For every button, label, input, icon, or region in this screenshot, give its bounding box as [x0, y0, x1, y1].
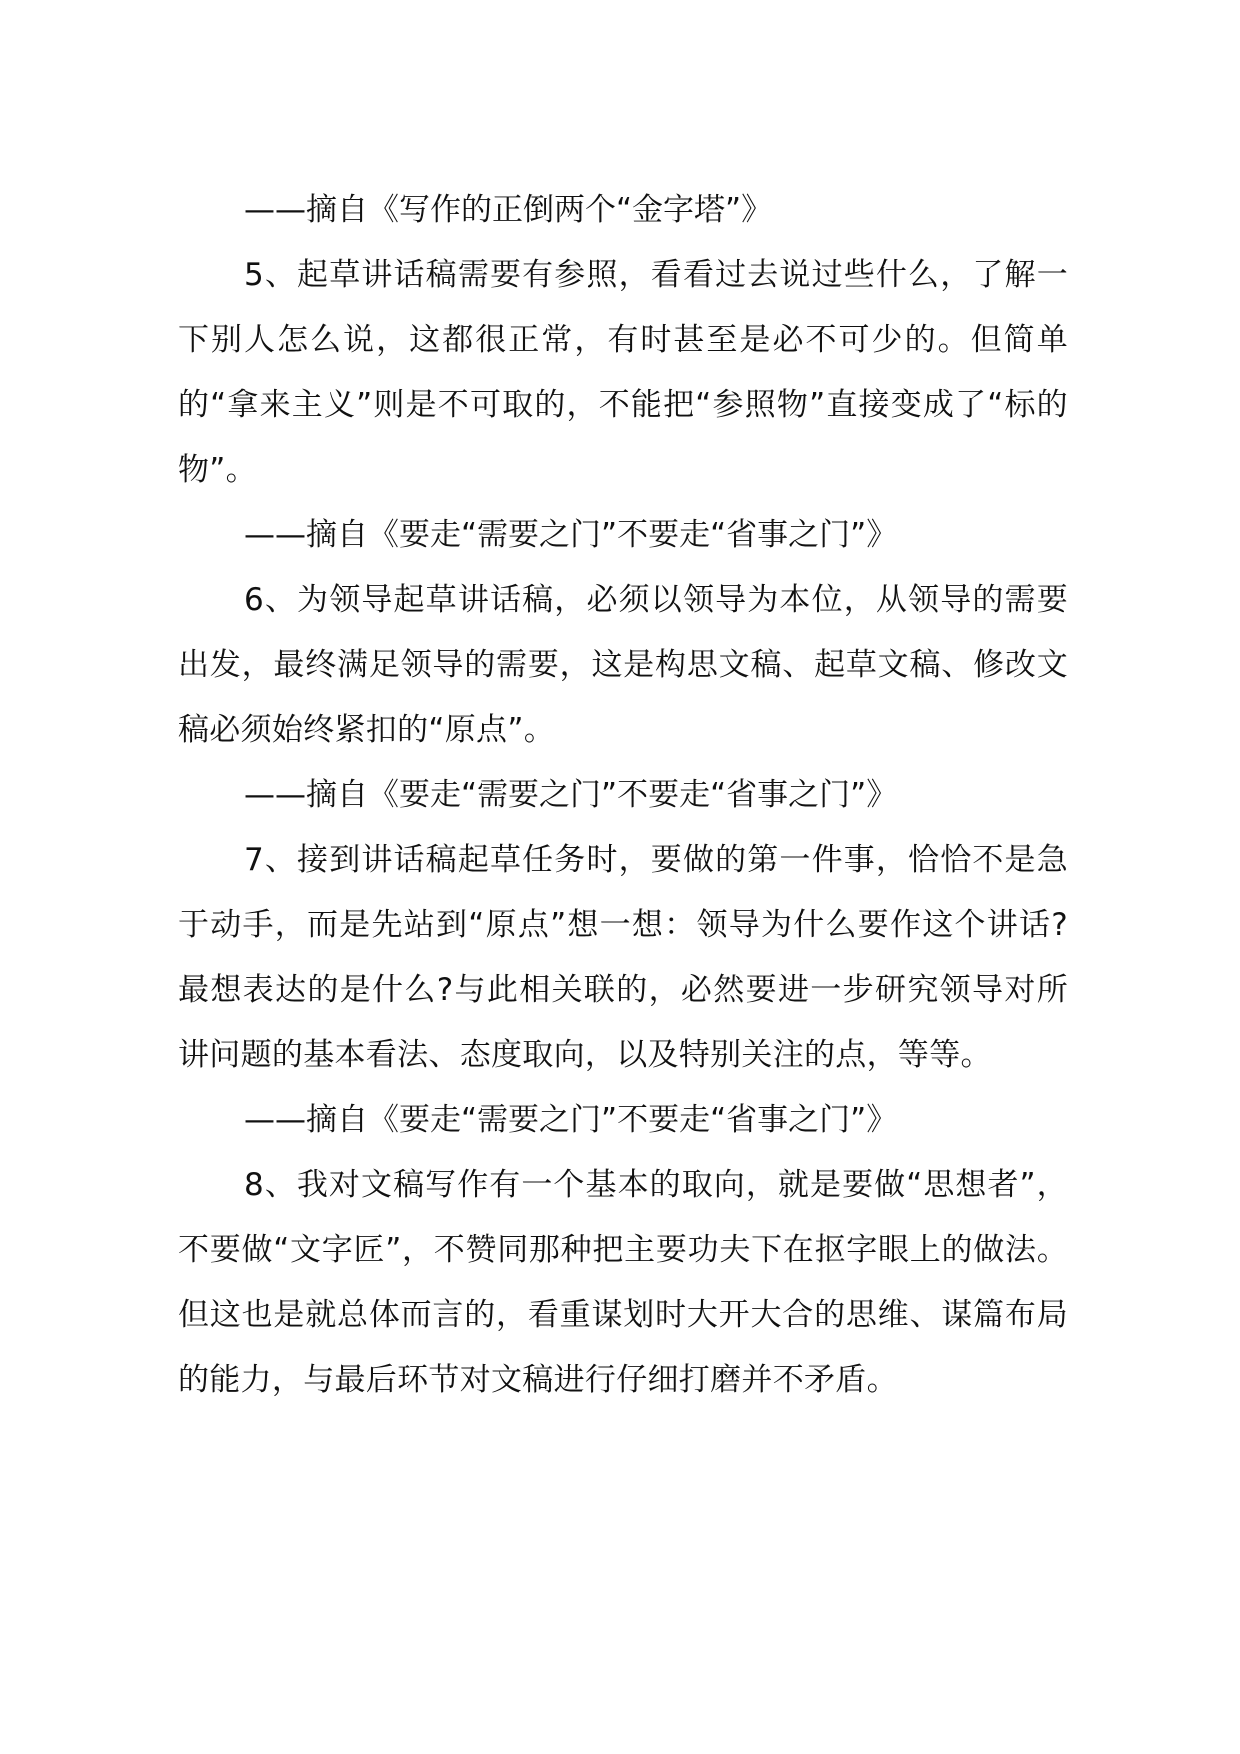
source-citation-1: ——摘自《写作的正倒两个“金字塔”》: [244, 192, 773, 228]
paragraph-item-7: 7、接到讲话稿起草任务时，要做的第一件事，恰恰不是急于动手，而是先站到“原点”想一想：领导为什么要作这个讲话?最想表达的是什么?与此相关联的，必然要进一步研究领导对所讲问题的基本看法、态度取向，以及特别关注的点，等等。: [178, 842, 1068, 1073]
source-citation-2: ——摘自《要走“需要之门”不要走“省事之门”》: [244, 517, 898, 553]
source-citation-4: ——摘自《要走“需要之门”不要走“省事之门”》: [244, 1102, 898, 1138]
paragraph-item-5: 5、起草讲话稿需要有参照，看看过去说过些什么，了解一下别人怎么说，这都很正常，有时甚至是必不可少的。但简单的“拿来主义”则是不可取的，不能把“参照物”直接变成了“标的物”。: [178, 257, 1068, 488]
source-citation-3: ——摘自《要走“需要之门”不要走“省事之门”》: [244, 777, 898, 813]
paragraph-item-6: 6、为领导起草讲话稿，必须以领导为本位，从领导的需要出发，最终满足领导的需要，这是构思文稿、起草文稿、修改文稿必须始终紧扣的“原点”。: [178, 582, 1068, 748]
paragraph-item-8: 8、我对文稿写作有一个基本的取向，就是要做“思想者”，不要做“文字匠”，不赞同那种把主要功夫下在抠字眼上的做法。但这也是就总体而言的，看重谋划时大开大合的思维、谋篇布局的能力，与最后环节对文稿进行仔细打磨并不矛盾。: [178, 1167, 1068, 1398]
document-body: [178, 178, 1068, 1413]
